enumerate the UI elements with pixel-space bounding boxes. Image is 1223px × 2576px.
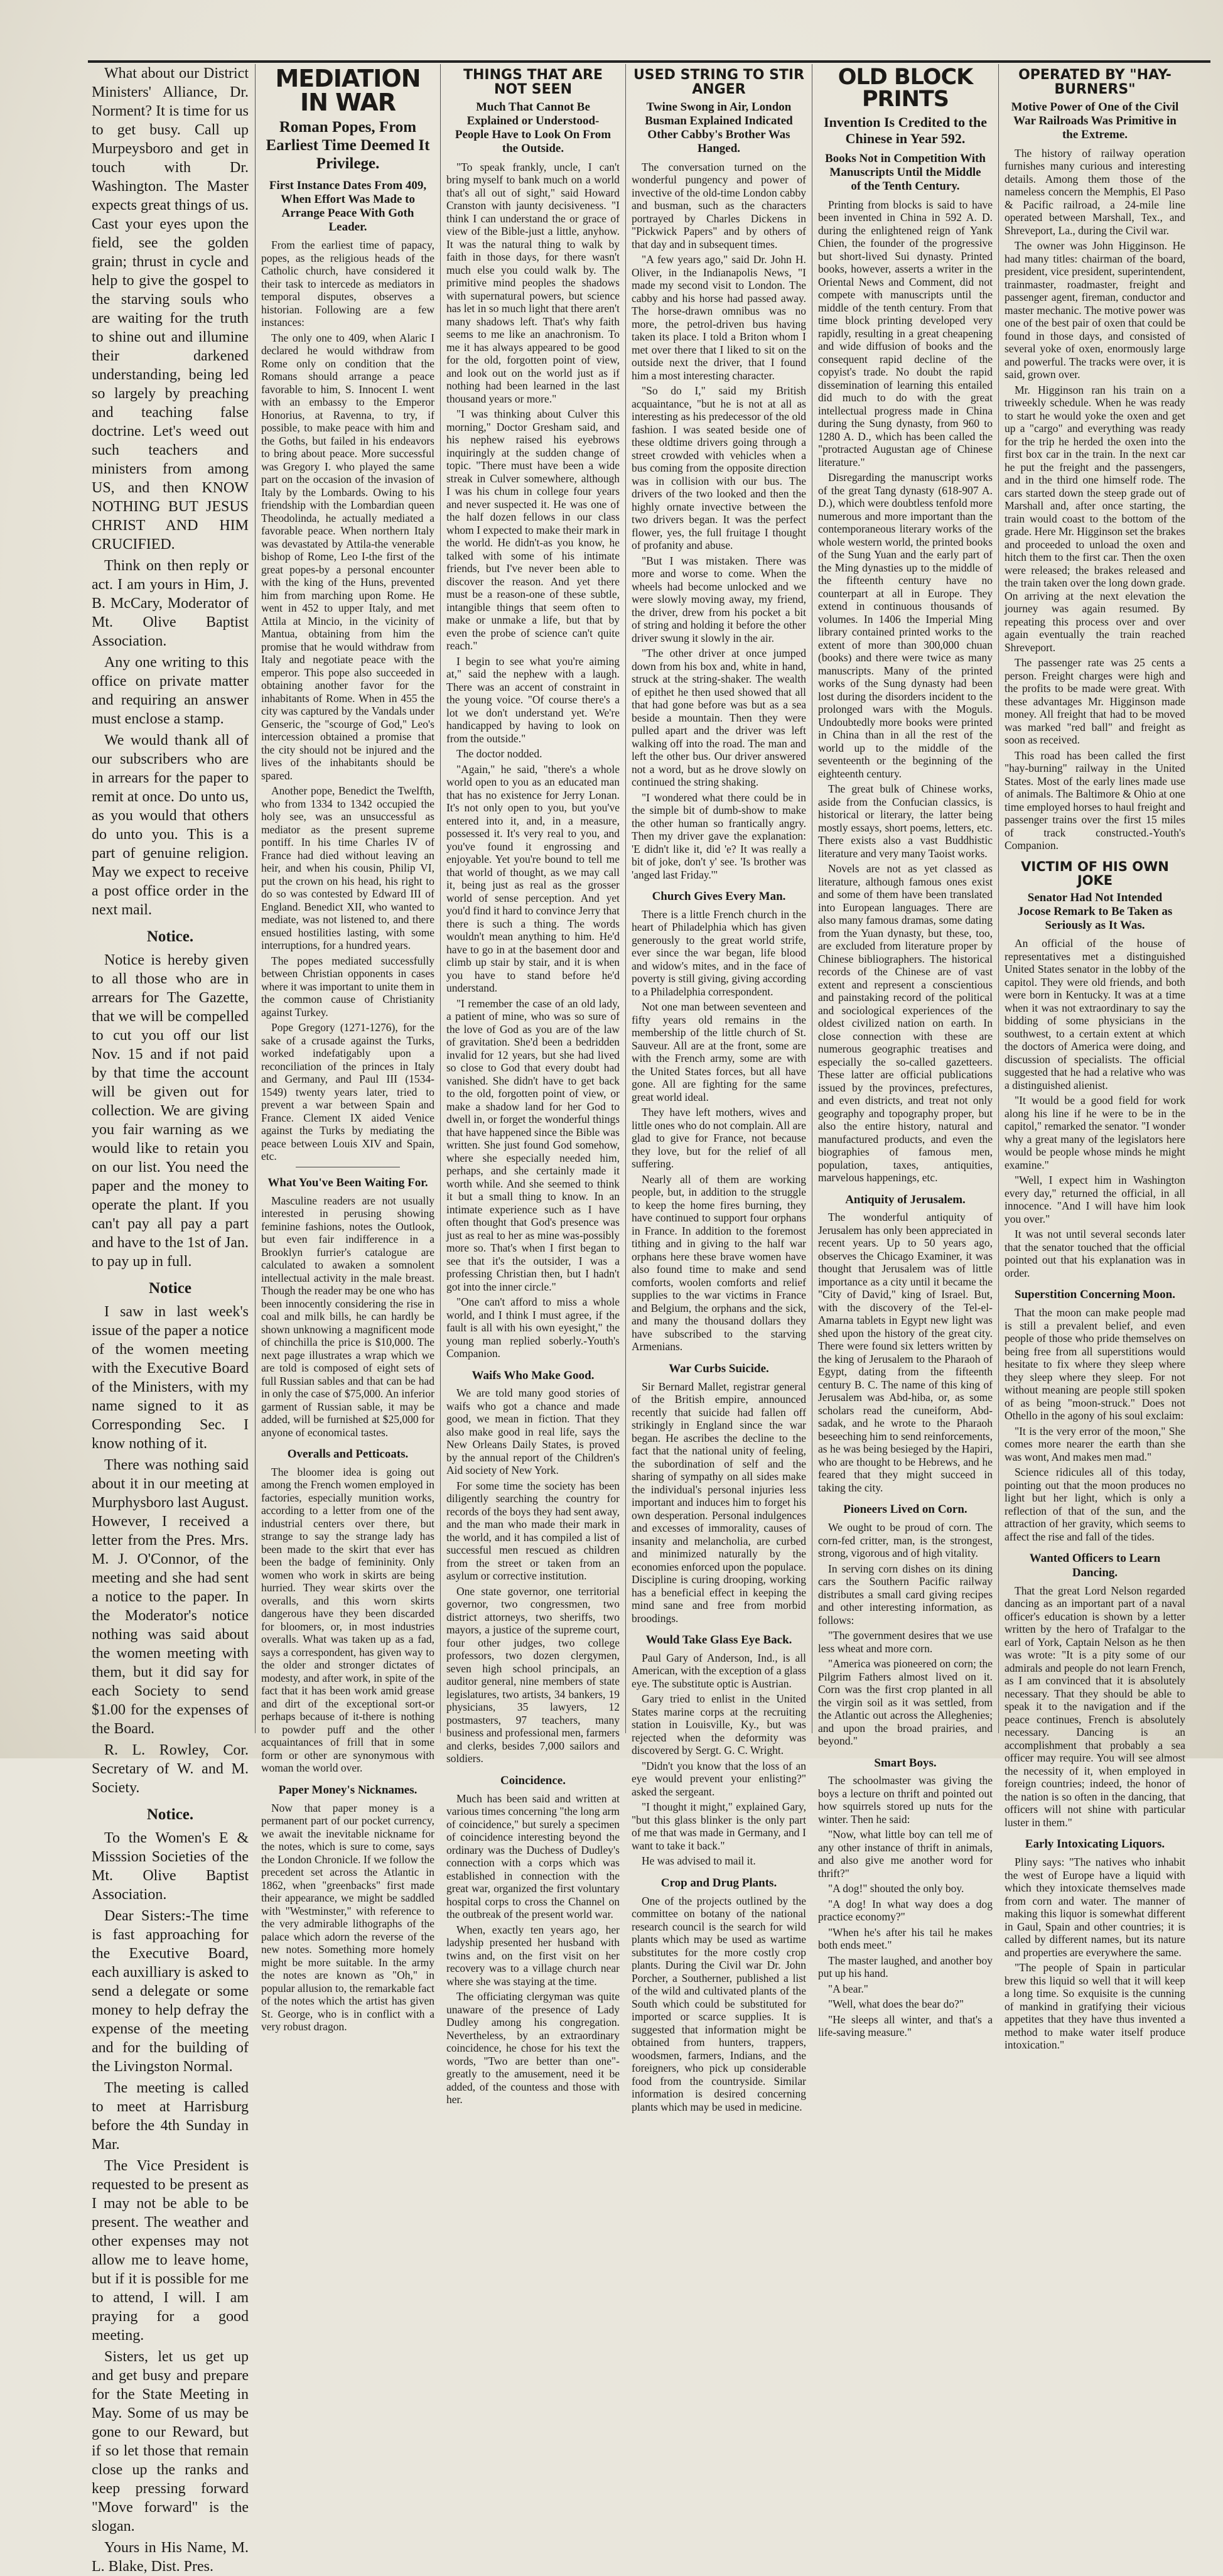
deck: Books Not in Competition With Manuscripts Until the Middle of the Tenth Century. <box>825 152 986 193</box>
paragraph: Nearly all of them are working people, but, in addition to the struggle to keep the home fires burning, they have continued to support four orphans in France. In addition to the foremost tithing and in giving to the half war orphans here these brave women have also found time to make and send comforts, woolen comforts and relief supplies to the war victims in France and Belgium, the orphans and the sick, and many the thousand dollars they have subscribed to the starving Armenians. <box>632 1172 806 1353</box>
paragraph: Disregarding the manuscript works of the great Tang dynasty (618-907 A. D.), which were doubtless tenfold more numerous and more important than the contemporaneous literary works of the whole western world, the printed books of the Sung Yuan and the early part of the Ming dynasties up to the middle of the fifteenth century have no counterpart at all in Europe. They extend in continuous thousands of volumes. In 1406 the Imperial Ming library contained printed works to the extent of more than 300,000 chuan (books) and there were twice as many manuscripts. Many of the printed works of the Sung dynasty had been lost during the disorders incident to the prolonged wars with the Moguls. Undoubtedly more books were printed in China than in all the rest of the world up to the middle of the seventeenth or the beginning of the eighteenth century. <box>818 471 993 780</box>
headline: THINGS THAT ARE NOT SEEN <box>463 67 603 98</box>
paragraph: The popes mediated successfully between Christian opponents in cases where it was important to unite them in the common cause of Christianity against Turkey. <box>261 954 434 1019</box>
paragraph: Printing from blocks is said to have been invented in China in 592 A. D. during the enlightened reign of Yank Chien, the founder of the progressive but short-lived Sui dynasty. Printed books, however, asserts a writer in the Oriental News and Comment, did not compete with manuscripts until the middle of the tenth century. From that time block printing developed very rapidly, resulting in a great cheapening and wide diffusion of books and the consequent rapid decline of the copyist's trade. No doubt the rapid dissemination of learning this entailed did much to do with the great intellectual progress made in China during the Sung dynasty, from 960 to 1280 A. D., which has been called the "protracted Augustan age of Chinese literature." <box>818 198 993 468</box>
paragraph: Paul Gary of Anderson, Ind., is all American, with the exception of a glass eye. The substitute optic is Austrian. <box>632 1651 806 1690</box>
paragraph: "He sleeps all winter, and that's a life-saving measure." <box>818 2013 993 2039</box>
headline: USED STRING TO STIR ANGER <box>633 67 805 98</box>
secondary-headline: Roman Popes, From Earliest Time Deemed It Privilege. <box>266 119 430 172</box>
paragraph: Notice is hereby given to all those who are in arrears for The Gazette, that we will be compelled to cut you off our list Nov. 15 and if not paid by that time the account will be given out for collection. We are giving you fair warning as we would like to retain you on our list. You need the paper and the money to operate the plant. If you can't pay all pay a part and have to the 1st of Jan. to pay up in full. <box>92 952 249 1270</box>
subheading: Waifs Who Make Good. <box>471 1368 595 1382</box>
paragraph: Masculine readers are not usually interested in perusing showing feminine fashions, notes the Outlook, but even fair indifference in a Brooklyn furrier's catalogue are calculated to awaken a somnolent intellectual activity in the male breast. Though the reader may be one who has been innocently considering the rise in coal and milk bills, he can hardly be shown unknowing a magnificent mode of chinchilla the price is $10,000. The next page illustrates a wrap which we are told is composed of eight sets of full Russian sables and that can be had in only the case of $75,000. An inferior garment of Russian sable, it may be added, will be furnished at $25,000 for anyone of economical tastes. <box>261 1194 434 1439</box>
paragraph: Much has been said and written at various times concerning "the long arm of coincidence," but surely a specimen of coincidence interesting beyond the ordinary was the Duchess of Dudley's connection with a corps which was established in connection with the great war, organized the first voluntary hospital corps to cross the Channel on the outbreak of the present world war. <box>446 1792 620 1921</box>
paragraph: "Didn't you know that the loss of an eye would prevent your enlisting?" asked the sergeant. <box>632 1759 806 1798</box>
paragraph: The only one to 409, when Alaric I declared he would withdraw from Rome only on condition that the Romans should arrange a peace favorable to him, S. Innocent I. went with an embassy to the Emperor Honorius, at Ravenna, to try, if possible, to make peace with him and the Goths, but failed in his endeavors to bring about peace. More successful was Gregory I. who played the same part on the occasion of the invasion of Italy by the Lombards. Owing to his friendship with the Lombardian queen Theodolinda, he actually mediated a favorable peace. When northern Italy was devastated by Attila-the venerable bishop of Rome, Leo I-the first of the great popes-by a personal encounter with the king of the Huns, prevented him from marching upon Rome. He went in 452 to upper Italy, and met Attila at Mincio, in the vicinity of Mantua, obtaining from him the promise that he would withdraw from Italy and negotiate peace with the emperor. This pope also succeeded in obtaining another favor for the inhabitants of Rome. When in 455 the city was captured by the Vandals under Genseric, the "scourge of God," Leo's intercession obtained a promise that the city should not be injured and the lives of the inhabitants should be spared. <box>261 331 434 782</box>
notice-heading: Notice. <box>146 1806 194 1823</box>
paragraph: That the moon can make people mad is still a prevalent belief, and even people of those who pride themselves on being free from all superstitions would hesitate to fix where they sleep where they sleep where they sleep. For not without meaning are people still spoken of as being "moon-struck." Does not Othello in the agony of his soul exclaim: <box>1005 1306 1185 1422</box>
paragraph: To the Women's E & Misssion Societies of the Mt. Olive Baptist Association. <box>92 1830 249 1903</box>
paragraph: The passenger rate was 25 cents a person. Freight charges were high and the profits to be made were great. With these advantages Mr. Higginson made money. All freight that had to be moved was marked "red ball" and freight as soon as received. <box>1005 656 1185 747</box>
column-divider <box>998 64 999 1733</box>
paragraph: We would thank all of our subscribers who are in arrears for the paper to remit at once. Do unto us, as you would that others do unto you. This is a part of genuine religion. May we expect to receive a post office order in the next mail. <box>92 732 249 918</box>
paragraph: "Again," he said, "there's a whole world open to you as an educated man that has no existence for Jerry Lonan. It's not only open to you, but you've entered into it, and, in a measure, possessed it. It's very real to you, and you've found it engrossing and enjoyable. Yet you're bound to tell me that world of thought, as we may call it, being just as real as the grosser world of sense perception. And yet you'd find it hard to convince Jerry that there is such a thing. The words wouldn't mean anything to him. He'd have to go in at the basement door and climb up stair by stair, and it is when you have to stand before he'd understand. <box>446 762 620 995</box>
column-divider <box>440 64 441 1733</box>
paragraph: An official of the house of representatives met a distinguished United States senator in the lobby of the capitol. They were old friends, and both were born in Kentucky. It was at a time when it was not extraordinary to say the bidding of some physicians in the southwest, to a certain extent at which the doctors of America were doing, and discussion of specialists. The official suggested that he had a relative who was a distinguished alienist. <box>1005 937 1185 1091</box>
deck: Senator Had Not Intended Jocose Remark to Be Taken as Seriously as It Was. <box>1017 890 1173 932</box>
deck: Motive Power of One of the Civil War Railroads Was Primitive in the Extreme. <box>1011 100 1179 141</box>
subheading: War Curbs Suicide. <box>669 1361 769 1375</box>
paragraph: "So do I," said my British acquaintance, "but he is not at all as interesting as his predecessor of the old fashion. I was seated beside one of these oldtime drivers going through a street crowded with vehicles when a bus coming from the opposite direction was in collision with our bus. The drivers of the two looked and then the highly ornate invective between the two drivers began. It was the perfect flower, yes, the full fruitage I thought of profanity and abuse. <box>632 384 806 552</box>
headline: OLD BLOCK PRINTS <box>838 65 973 112</box>
paragraph: Dear Sisters:-The time is fast approaching for the Executive Board, each auxilliary is asked to send a delegate or some money to help defray the expense of the meeting and for the building of the Livingston Normal. <box>92 1908 249 2075</box>
paragraph: That the great Lord Nelson regarded dancing as an important part of a naval officer's education is shown by a letter written by the hero of Trafalgar to the earl of York, Captain Nelson as he then was wrote: "It is a pity some of our admirals and people do not learn French, as I am convinced that it is absolutely necessary. That they should be able to speak it to the navigation and if the peace continues, French is absolutely necessary. Dancing is an accomplishment that probably a sea officer may require. You will see almost the necessity of it, when employed in foreign countries; indeed, the honor of the nation is so often in the dancing, that officers will not shine with particular luster in them." <box>1005 1584 1185 1829</box>
column-things-not-seen <box>443 64 623 2106</box>
secondary-headline: Invention Is Credited to the Chinese in Year 592. <box>824 114 987 146</box>
subheading: Paper Money's Nicknames. <box>278 1783 418 1797</box>
paragraph: The history of railway operation furnishes many curious and interesting details. Among them those of the nameless concern the Memphis, El Paso & Pacific railroad, a 24-mile line operated between Marshall, Tex., and Shreveport, La., during the Civil war. <box>1005 146 1185 237</box>
paragraph: "To speak frankly, uncle, I can't bring myself to bank much on a world that's all out of sight," said Howard Cranston with jaunty decisiveness. "I think I can understand the or grace of view of the Bible-just a little, anyhow. It was the natural thing to walk by faith in those days, for there wasn't much else you could walk by. The primitive mind peoples the shadows with supernatural powers, but science has let in so much light that there aren't many shadows left. That's why faith seems to me like an anachronism. To me it has always appeared to be good for the old, forgotten point of view, and look out on the world just as if nothing had been learned in the last thousand years or more." <box>446 160 620 405</box>
paragraph: Gary tried to enlist in the United States marine corps at the recruiting station in Louisville, Ky., but was rejected when the deformity was discovered by Sergt. G. C. Wright. <box>632 1692 806 1757</box>
paragraph: This road has been called the first "hay-burning" railway in the United States. Most of the early lines made use of animals. The Baltimore & Ohio at one time employed horses to haul freight and passenger trains over the first 15 miles of track constructed.-Youth's Companion. <box>1005 749 1185 852</box>
paragraph: Think on then reply or act. I am yours in Him, J. B. McCary, Moderator of Mt. Olive Baptist Association. <box>92 558 249 649</box>
paragraph: The master laughed, and another boy put up his hand. <box>818 1954 993 1980</box>
subheading: Crop and Drug Plants. <box>660 1876 777 1890</box>
paragraph: Novels are not as yet classed as literature, although famous ones exist and some of them have been translated into European languages. There are also many famous dramas, some dating from the Yuan dynasty, but these, too, are excluded from literature proper by Chinese bibliographers. The historical records of the Chinese are of vast extent and represent a conscientious and painstaking record of the political and sociological experiences of the oldest civilized nation on earth. In close connection with these are numerous geographic treatises and especially the so-called gazetteers. These latter are official publications issued by the provinces, prefectures, and even districts, and treat not only geography and topography proper, but also the entire history, natural and manufactured products, and even the biographies of famous men, population, taxes, antiquities, marvelous happenings, etc. <box>818 862 993 1184</box>
column-hay-burners <box>1001 64 1189 2052</box>
paragraph: "Well, I expect him in Washington every day," returned the official, in all innocence. "And I will have him look you over." <box>1005 1174 1185 1225</box>
subheading: Overalls and Petticoats. <box>287 1448 409 1461</box>
paragraph: From the earliest time of papacy, popes, as the religious heads of the Catholic church, have considered it their task to intercede as mediators in temporal disputes, observes a historian. Following are a few instances: <box>261 239 434 329</box>
subheading: Superstition Concerning Moon. <box>1015 1288 1175 1302</box>
paragraph: Sir Bernard Mallet, registrar general of the British empire, announced recently that suicide had fallen off strikingly in England since the war began. He ascribes the decline to the fact that the national unity of feeling, the subordination of self and the sharing of sympathy on all sides make the individual's personal injuries less important and induces him to forget his own desperation. Personal indulgences and excesses of immorality, causes of insanity and melancholia, are curbed and minimized naturally by the economies enforced upon the populace. Discipline is curing drooping, working has a beneficial effect in keeping the mind sane and free from morbid broodings. <box>632 1380 806 1625</box>
paragraph: "I was thinking about Culver this morning," Doctor Gresham said, and his nephew raised his eyebrows inquiringly at the sudden change of topic. "There must have been a wide streak in Culver somewhere, although I was his chum in college four years and never suspected it. He was one of the half dozen fellows in our class whom I expected to make their mark in the world. He didn't-as you know, he talked with some of his intimate friends, but I've never been able to discover the reason. And yet there must be a reason-one of these subtle, intangible things that seem often to make or unmake a life, but that by even the probe of science can't quite reach." <box>446 408 620 652</box>
paragraph: I saw in last week's issue of the paper a notice of the women meeting with the Executive Board of the Ministers, with my name signed to it as Corresponding Sec. I know nothing of it. <box>92 1304 249 1452</box>
paragraph: In serving corn dishes on its dining cars the Southern Pacific railway distributes a small card giving recipes and other interesting information, as follows: <box>818 1562 993 1626</box>
paragraph: "When he's after his tail he makes both ends meet." <box>818 1925 993 1952</box>
paragraph: "I wondered what there could be in the simple bit of dumb-show to make the other human so frantically angry. Then my driver gave the explanation: 'E didn't like it, did 'e? It was really a bit of joke, don't y' see. 'Is brother was 'anged last Friday.'" <box>632 791 806 881</box>
paragraph: One of the projects outlined by the committee on botany of the national research council is the search for wild plants which may be used as wartime substitutes for the more costly crop plants. During the Civil war Dr. John Porcher, a Southerner, published a list of the wild and cultivated plants of the South which could be substituted for imported or scarce supplies. It is suggested that information might be obtained from hunters, trappers, woodsmen, farmers, Indians, and the foreigners, who pick up considerable food from the countryside. Similar information is desired concerning plants which may be used in medicine. <box>632 1894 806 2113</box>
paragraph: I begin to see what you're aiming at," said the nephew with a laugh. There was an accent of constraint in the young voice. "Of course there's a lot we don't understand yet. We're handicapped by having to look on from the outside." <box>446 654 620 745</box>
paragraph: Yours in His Name, M. L. Blake, Dist. Pres. <box>92 2540 249 2575</box>
paragraph: R. L. Rowley, Cor. Secretary of W. and M. Society. <box>92 1742 249 1796</box>
paragraph: The great bulk of Chinese works, aside from the Confucian classics, is historical or literary, the latter being mostly essays, short poems, letters, etc. There exists also a vast Buddhistic literature and very many Taoist works. <box>818 782 993 860</box>
paragraph: Sisters, let us get up and get busy and prepare for the State Meeting in May. Some of us may be gone to our Reward, but if so let those that remain close up the ranks and keep pressing forward "Move forward" is the slogan. <box>92 2349 249 2535</box>
paragraph: The bloomer idea is going out among the French women employed in factories, especially munition works, according to a letter from one of the industrial centers over there, but strange to say the strange lady has been made to the skirt that ever has been the badge of femininity. Only women who work in skirts are being hurried. They wear skirts over the overalls, and this worn skirts dangerous have they been discarded for bloomers, or, in most industries overalls. What was taken up as a fad, says a correspondent, has given way to the older and stronger dictates of modesty, and after work, in spite of the fact that it has been work amid grease and dirt of the exceptional sort-or perhaps because of it-there is nothing to powder puff and the other acquaintances of frill that in some form or other are synonymous with woman the world over. <box>261 1465 434 1775</box>
column-divider <box>625 64 626 1733</box>
deck: First Instance Dates From 409, When Effort Was Made to Arrange Peace With Goth Leader. <box>269 179 427 234</box>
column-district-news <box>88 64 252 2575</box>
subheading: Wanted Officers to Learn Dancing. <box>1029 1552 1161 1579</box>
paragraph: The owner was John Higginson. He had many titles: chairman of the board, president, vice president, superintendent, trainmaster, roadmaster, freight and passenger agent, fireman, conductor and master mechanic. The motive power was one of the best pair of oxen that could be found in those days, and consisted of several yoke of oxen, enormously large and powerful. The tracks were over, it is said, grown over. <box>1005 239 1185 381</box>
headline: MEDIATION IN WAR <box>275 65 421 116</box>
notice-heading: Notice. <box>146 928 194 945</box>
paragraph: Any one writing to this office on private matter and requiring an answer must enclose a stamp. <box>92 654 249 727</box>
paragraph: "I thought it might," explained Gary, "but this glass blinker is the only part of me that was made in Germany, and I want to take it back." <box>632 1800 806 1852</box>
deck: Much That Cannot Be Explained or Understood-People Have to Look On From the Outside. <box>455 100 612 155</box>
headline: VICTIM OF HIS OWN JOKE <box>1021 858 1169 888</box>
paragraph: "Well, what does the bear do?" <box>828 1998 964 2011</box>
column-block-prints <box>814 64 996 2039</box>
paragraph: The conversation turned on the wonderful pungency and power of invective of the old-time London cabby and busman, such as the characters portrayed by Charles Dickens in "Pickwick Papers" and by others of that day and in subsequent times. <box>632 160 806 251</box>
paragraph: What about our District Ministers' Alliance, Dr. Norment? It is time for us to get busy. Call up Murpeysboro and get in touch with Dr. Washington. The Master expects great things of us. Cast your eyes upon the field, see the golden grain; thrust in cycle and help to give the gospel to the starving souls who are waiting for the truth to shine out and illumine their darkened understanding, being led so largely by preaching and teaching false doctrine. Let's weed out such teachers and ministers from among US, and then KNOW NOTHING BUT JESUS CHRIST AND HIM CRUCIFIED. <box>92 65 249 553</box>
paragraph: "But I was mistaken. There was more and worse to come. When the wheels had become unlocked and we were slowly moving away, my friend, the driver, drew from his pocket a bit of string and holding it before the other driver swung it slowly in the air. <box>632 554 806 644</box>
paragraph: Science ridicules all of this today, pointing out that the moon produces no light but her light, which is only a reflection of that of the sun, and the attraction of her gravity, which seems to affect the rise and fall of the tides. <box>1005 1466 1185 1543</box>
paragraph: Pope Gregory (1271-1276), for the sake of a crusade against the Turks, worked indefatigably upon a reconciliation of the princes in Italy and Germany, and Paul III (1534-1549) twenty years later, tried to prevent a war between Spain and France. Clement IX aided Venice against the Turks by mediating the peace between Louis XIV and Spain, etc. <box>261 1021 434 1163</box>
paragraph: Mr. Higginson ran his train on a triweekly schedule. When he was ready to start he would yoke the oxen and get up a "cargo" and everything was ready for the trip he herded the oxen into the first box car in the train. In the next car he put the freight and the passengers, and in the third one himself rode. The cars started down the steep grade out of Marshall and, after once starting, the train would coast to the bottom of the grade. Here Mr. Higginson set the brakes and proceeded to unload the oxen and hitch them to the first car. Then the oxen were released; the brakes released and the train taken over the long down grade. On arriving at the next elevation the journey was again resumed. By repeating this process over and over again eventually the train reached Shreveport. <box>1005 383 1185 654</box>
paragraph: There was nothing said about it in our meeting at Murphysboro last August. However, I received a letter from the Pres. Mrs. M. J. O'Connor, of the meeting and she had sent a notice to the paper. In the Moderator's notice nothing was said about the women meeting with them, but it did say for each Society to send $1.00 for the expenses of the Board. <box>92 1457 249 1737</box>
subheading: Would Take Glass Eye Back. <box>645 1633 792 1647</box>
subheading: Early Intoxicating Liquors. <box>1025 1837 1165 1851</box>
paragraph: Not one man between seventeen and fifty years old remains in the membership of the little church of St. Sauveur. All are at the front, some are with the French army, some are with the United States forces, but all have gone. All are fighting for the same great world ideal. <box>632 1000 806 1103</box>
paragraph: For some time the society has been diligently searching the country for records of the boys they had sent away, and the man who made their mark in the world, and it has compiled a list of successful men rescued as children from the street or taken from an asylum or corrective institution. <box>446 1479 620 1583</box>
paragraph: It was not until several seconds later that the senator touched that the official pointed out that his explanation was in order. <box>1005 1228 1185 1279</box>
column-string-anger <box>628 64 810 2113</box>
deck: Twine Swong in Air, London Busman Explained Indicated Other Cabby's Brother Was Hanged. <box>645 100 793 155</box>
paragraph: Another pope, Benedict the Twelfth, who from 1334 to 1342 occupied the holy see, was an unsuccessful as mediator as the present supreme pontiff. In his time Charles IV of France had died without leaving an heir, and when his cousin, Philip VI, put the crown on his head, his right to do so was contested by Edward III of England. Benedict XII, who wanted to mediate, was not listened to, and there ensued hostilities lasting, with some interruptions, for a hundred years. <box>261 784 434 952</box>
paragraph: "One can't afford to miss a whole world, and I think I must agree, if the fault is all with his own eyesight," the young man replied soberly.-Youth's Companion. <box>446 1296 620 1360</box>
notice-heading: Notice <box>148 1280 192 1297</box>
paragraph: "The other driver at once jumped down from his box and, white in hand, struck at the string-shaker. The wealth of epithet he then used showed that all that had gone before was but as a sea beside a mountain. Then they were pulled apart and the driver was left walking off into the road. The man and left the other bus. Our driver answered not a word, but as he drove slowly on continued the string shaking. <box>632 647 806 789</box>
paragraph: "A bear." <box>828 1982 868 1995</box>
paragraph: "The government desires that we use less wheat and more corn. <box>818 1629 993 1655</box>
paragraph: He was advised to mail it. <box>642 1854 756 1868</box>
paragraph: The Vice President is requested to be present as I may not be able to be present. The weather and other expenses may not allow me to leave home, but if it is possible for me to attend, I will. I am praying for a good meeting. <box>92 2158 249 2344</box>
paragraph: They have left mothers, wives and little ones who do not complain. All are glad to give for France, not because they love, but for the relief of all suffering. <box>632 1106 806 1171</box>
paragraph: There is a little French church in the heart of Philadelphia which has given generously to the great world strife, ever since the war began, life blood and widow's mites, and in the face of poverty is still giving, giving according to a Philadelphia correspondent. <box>632 907 806 998</box>
paragraph: "Now, what little boy can tell me of any other instance of thrift in animals, and also give me another word for thrift?" <box>818 1828 993 1880</box>
paragraph: "America was pioneered on corn; the Pilgrim Fathers almost lived on it. Corn was the first crop planted in all the virgin soil as it was settled, from the Atlantic out across the Alleghenies; and upon the broad prairies, and beyond." <box>818 1657 993 1748</box>
paragraph: The wonderful antiquity of Jerusalem has only been appreciated in recent years. Up to 50 years ago, observes the Chicago Examiner, it was thought that Jerusalem was of little importance as a city until it became the "City of David," king of Israel. But, with the discovery of the Tel-el-Amarna tablets in Egypt new light was shed upon the history of the great city. There were found six letters written by the king of Jerusalem to the Pharaoh of Egypt, dating from the fifteenth century B. C. The name of this king of Jerusalem was Abd-hiba, or, as some scholars read the cuneiform, Abd-sadak, and he wrote to the Pharaoh beseeching him to send reinforcements, as he was being besieged by the Hapiri, who are thought to be Hebrews, and he feared that they might succeed in taking the city. <box>818 1211 993 1494</box>
paragraph: "I remember the case of an old lady, a patient of mine, who was so sure of the love of God as you are of the law of gravitation. She'd been a bedridden invalid for 12 years, but she had lived so close to God that every doubt had vanished. She didn't have to get back to the old, forgotten point of view, or make a shadow land for her God to dwell in, or forget the wonderful things that have happened since the Bible was written. She just found God somehow, where she especially needed him, perhaps, and she certainly made it worth while. And she seemed to think it but a small thing to know. In an intimate experience such as I have often thought that God's presence was just as real to her as mine was-possibly more so. That's when I first began to see that it's the outsider, I was a professing Christian then, but I hadn't got into the inner circle." <box>446 997 620 1293</box>
paragraph: When, exactly ten years ago, her ladyship presented her husband with twins and, on the first visit on her recovery was to a village church near where she was staying at the time. <box>446 1923 620 1988</box>
paragraph: Pliny says: "The natives who inhabit the west of Europe have a liquid with which they intoxicate themselves made from corn and water. The manner of making this liquor is somewhat different in Gaul, Spain and other countries; it is called by different names, but its nature and properties are everywhere the same. <box>1005 1856 1185 1959</box>
paragraph: "A dog! In what way does a dog practice economy?" <box>818 1897 993 1924</box>
subheading: Smart Boys. <box>874 1756 937 1770</box>
column-mediation <box>257 64 438 2033</box>
paragraph: We are told many good stories of waifs who got a chance and made good, we mean in fiction. That they also make good in real life, says the New Orleans Daily States, is proved by the annual report of the Children's Aid society of New York. <box>446 1387 620 1477</box>
column-divider <box>255 64 256 1733</box>
headline: OPERATED BY "HAY-BURNERS" <box>1018 67 1172 98</box>
paragraph: "A dog!" shouted the only boy. <box>828 1882 964 1895</box>
subheading: Church Gives Every Man. <box>652 890 786 904</box>
subheading: What You've Been Waiting For. <box>267 1176 428 1189</box>
paragraph: One state governor, one territorial governor, two congressmen, two district attorneys, two sheriffs, two mayors, a justice of the supreme court, four other judges, two college professors, two dozen clergymen, seven high school principals, an auditor general, nine members of state legislatures, two artists, 34 bankers, 19 physicians, 35 lawyers, 12 postmasters, 97 teachers, many business and professional men, farmers and clerks, besides 7,000 sailors and soldiers. <box>446 1584 620 1765</box>
subheading: Antiquity of Jerusalem. <box>845 1193 966 1206</box>
paragraph: "The people of Spain in particular brew this liquid so well that it will keep a long time. So exquisite is the cunning of mankind in gratifying their vicious appetites that they have thus invented a method to make water itself produce intoxication." <box>1005 1961 1185 2052</box>
paragraph: "It would be a good field for work along his line if he were to be in the capitol," remarked the senator. "I wonder why a great many of the legislators here would be people whose minds he might examine." <box>1005 1094 1185 1171</box>
paragraph: "It is the very error of the moon," She comes more nearer the earth than she was wont, And makes men mad." <box>1005 1424 1185 1463</box>
paragraph: The officiating clergyman was quite unaware of the presence of Lady Dudley among his congregation. Nevertheless, by an extraordinary coincidence, he chose for his text the words, "Two are better than one"-greatly to the amusement, need it be added, of the countess and those with her. <box>446 1990 620 2106</box>
paragraph: The meeting is called to meet at Harrisburg before the 4th Sunday in Mar. <box>92 2080 249 2153</box>
subheading: Coincidence. <box>500 1773 566 1787</box>
subheading: Pioneers Lived on Corn. <box>843 1503 967 1517</box>
paragraph: Now that paper money is a permanent part of our pocket currency, we await the inevitable nickname for the notes, which is sure to come, says the London Chronicle. If we follow the precedent set across the Atlantic in 1862, when "greenbacks" first made their appearance, we might be saddled with "Westminster," with reference to the very admirable lithographs of the palace which adorn the reverse of the new notes. Something more homely might be more suitable. In the army the notes are known as "Oh," in popular allusion to, the remarkable fact of the notes which the artist has given St. George, who is in conflict with a very robust dragon. <box>261 1801 434 2033</box>
paragraph: The doctor nodded. <box>456 747 542 760</box>
paragraph: "A few years ago," said Dr. John H. Oliver, in the Indianapolis News, "I made my second visit to London. The cabby and his horse had passed away. The horse-drawn omnibus was no more, the petrol-driven bus having taken its place. I told a Briton whom I met over there that I liked to sit on the outside next the driver, that I found him a most interesting character. <box>632 253 806 382</box>
paragraph: We ought to be proud of corn. The corn-fed critter, man, is the strongest, strong, vigorous and of high vitality. <box>818 1521 993 1560</box>
paragraph: The schoolmaster was giving the boys a lecture on thrift and pointed out how squirrels stored up nuts for the winter. Then he said: <box>818 1774 993 1826</box>
masthead-rule <box>88 60 1210 63</box>
